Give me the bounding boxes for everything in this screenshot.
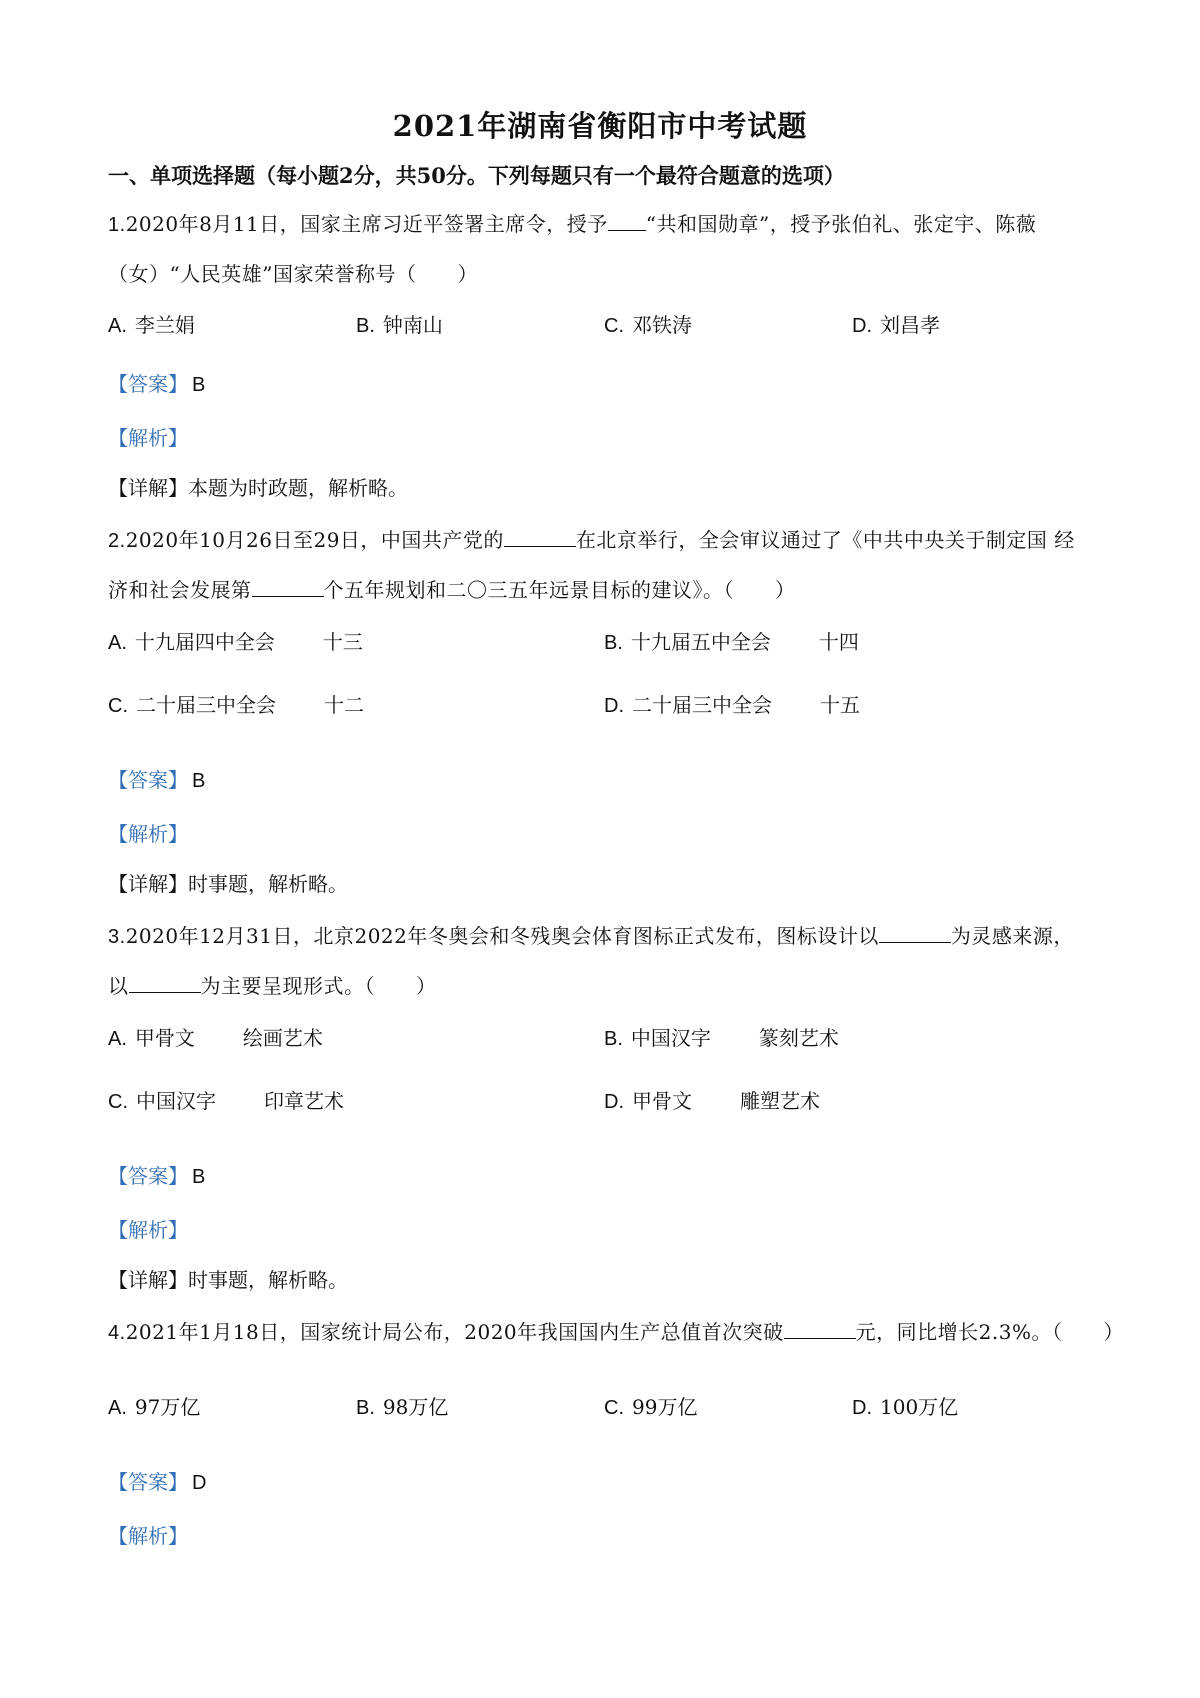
option-letter: A.	[108, 1028, 127, 1050]
detail-text: 【详解】时事题，解析略。	[108, 872, 348, 896]
blank-underline	[879, 941, 951, 943]
option-letter: B.	[604, 1028, 623, 1050]
question-number: 4.	[108, 1322, 126, 1344]
analysis-label: 【解析】	[108, 1218, 188, 1242]
question-2-line-2	[108, 574, 1098, 603]
option-letter: C.	[604, 1397, 624, 1419]
question-number: 1.	[108, 214, 126, 236]
option-letter: C.	[108, 1091, 128, 1113]
option-text: 钟南山	[382, 313, 443, 337]
answer-label: 【答案】	[108, 768, 188, 792]
option-extra: 篆刻艺术	[758, 1026, 839, 1050]
page-title: 2021年湖南省衡阳市中考试题	[392, 109, 808, 143]
option-c[interactable]	[108, 689, 364, 718]
answer-value: B	[192, 1166, 206, 1188]
option-text: 十九届五中全会	[630, 630, 771, 654]
option-extra: 雕塑艺术	[740, 1089, 820, 1113]
option-text: 99万亿	[632, 1395, 698, 1419]
option-d[interactable]	[604, 1085, 820, 1114]
question-1-line-2: （女）“人民英雄”国家荣誉称号（ ）	[108, 262, 478, 286]
option-extra: 十二	[324, 693, 364, 717]
option-d[interactable]	[604, 689, 860, 718]
answer-label: 【答案】	[108, 372, 188, 396]
option-text: 中国汉字	[630, 1026, 711, 1050]
blank-underline	[504, 545, 576, 547]
option-letter: A.	[108, 315, 127, 337]
option-c[interactable]	[108, 1085, 344, 1114]
option-extra: 绘画艺术	[242, 1026, 323, 1050]
blank-underline	[784, 1337, 856, 1339]
detail-text: 【详解】本题为时政题，解析略。	[108, 476, 408, 500]
analysis-label: 【解析】	[108, 426, 188, 450]
answer-line	[108, 1160, 205, 1189]
option-b[interactable]	[356, 1391, 448, 1420]
answer-line	[108, 764, 205, 793]
answer-value: B	[192, 374, 206, 396]
option-letter: C.	[604, 315, 624, 337]
question-text: 在北京举行，全会审议通过了《中共中央关于制定国 经	[575, 528, 1075, 552]
question-number: 3.	[108, 926, 126, 948]
question-text: 2021年1月18日，国家统计局公布，2020年我国国内生产总值首次突破	[125, 1320, 784, 1344]
option-text: 甲骨文	[632, 1089, 692, 1113]
option-a[interactable]	[108, 309, 195, 338]
question-1-line-1	[108, 208, 1098, 237]
option-letter: D.	[604, 1091, 624, 1113]
option-c[interactable]	[604, 1391, 697, 1420]
option-extra: 印章艺术	[264, 1089, 344, 1113]
option-d[interactable]	[852, 1391, 958, 1420]
option-c[interactable]	[604, 309, 692, 338]
question-text: “共和国勋章”，授予张伯礼、张定宇、陈薇	[645, 212, 1037, 236]
question-number: 2.	[108, 530, 126, 552]
option-extra: 十四	[818, 630, 859, 654]
question-text: 2020年8月11日，国家主席习近平签署主席令，授予	[125, 212, 608, 236]
option-letter: A.	[108, 1397, 127, 1419]
detail-text: 【详解】时事题，解析略。	[108, 1268, 348, 1292]
option-text: 十九届四中全会	[134, 630, 275, 654]
answer-line	[108, 368, 205, 397]
option-letter: D.	[852, 1397, 872, 1419]
option-extra: 十三	[322, 630, 363, 654]
question-text: 为灵感来源，	[950, 924, 1074, 948]
question-3-line-2	[108, 970, 1098, 999]
analysis-label: 【解析】	[108, 1524, 188, 1548]
answer-line	[108, 1466, 206, 1495]
question-text: 2020年10月26日至29日，中国共产党的	[125, 528, 504, 552]
blank-underline	[608, 229, 646, 231]
option-letter: C.	[108, 695, 128, 717]
option-letter: B.	[356, 315, 375, 337]
option-text: 邓铁涛	[632, 313, 692, 337]
question-2-line-1	[108, 524, 1098, 553]
option-letter: D.	[852, 315, 872, 337]
option-text: 李兰娟	[134, 313, 195, 337]
answer-value: D	[192, 1472, 207, 1494]
question-text: 2020年12月31日，北京2022年冬奥会和冬残奥会体育图标正式发布，图标设计以	[125, 924, 879, 948]
blank-underline	[252, 595, 324, 597]
section-heading: 一、单项选择题（每小题2分，共50分。下列每题只有一个最符合题意的选项）	[108, 163, 845, 188]
option-text: 二十届三中全会	[632, 693, 772, 717]
question-4-line-1	[108, 1316, 1124, 1345]
answer-value: B	[192, 770, 206, 792]
option-b[interactable]	[604, 1022, 839, 1051]
option-b[interactable]	[604, 626, 859, 655]
option-a[interactable]	[108, 626, 363, 655]
question-3-line-1	[108, 920, 1098, 949]
option-letter: A.	[108, 632, 127, 654]
option-text: 100万亿	[880, 1395, 959, 1419]
option-a[interactable]	[108, 1022, 323, 1051]
analysis-label: 【解析】	[108, 822, 188, 846]
question-text: 济和社会发展第	[108, 578, 252, 602]
option-letter: B.	[356, 1397, 375, 1419]
answer-label: 【答案】	[108, 1164, 188, 1188]
option-text: 二十届三中全会	[136, 693, 276, 717]
answer-label: 【答案】	[108, 1470, 188, 1494]
option-extra: 十五	[820, 693, 860, 717]
option-text: 97万亿	[134, 1395, 201, 1419]
option-a[interactable]	[108, 1391, 200, 1420]
option-b[interactable]	[356, 309, 443, 338]
option-text: 刘昌孝	[880, 313, 940, 337]
option-text: 98万亿	[382, 1395, 449, 1419]
blank-underline	[129, 991, 201, 993]
option-d[interactable]	[852, 309, 940, 338]
option-letter: B.	[604, 632, 623, 654]
question-text: 为主要呈现形式。（ ）	[200, 974, 437, 998]
option-text: 甲骨文	[134, 1026, 195, 1050]
option-text: 中国汉字	[136, 1089, 216, 1113]
question-text: 个五年规划和二〇三五年远景目标的建议》。（ ）	[323, 578, 796, 602]
option-letter: D.	[604, 695, 624, 717]
question-text: 元，同比增长2.3%。（ ）	[855, 1320, 1124, 1344]
question-text: 以	[108, 974, 129, 998]
